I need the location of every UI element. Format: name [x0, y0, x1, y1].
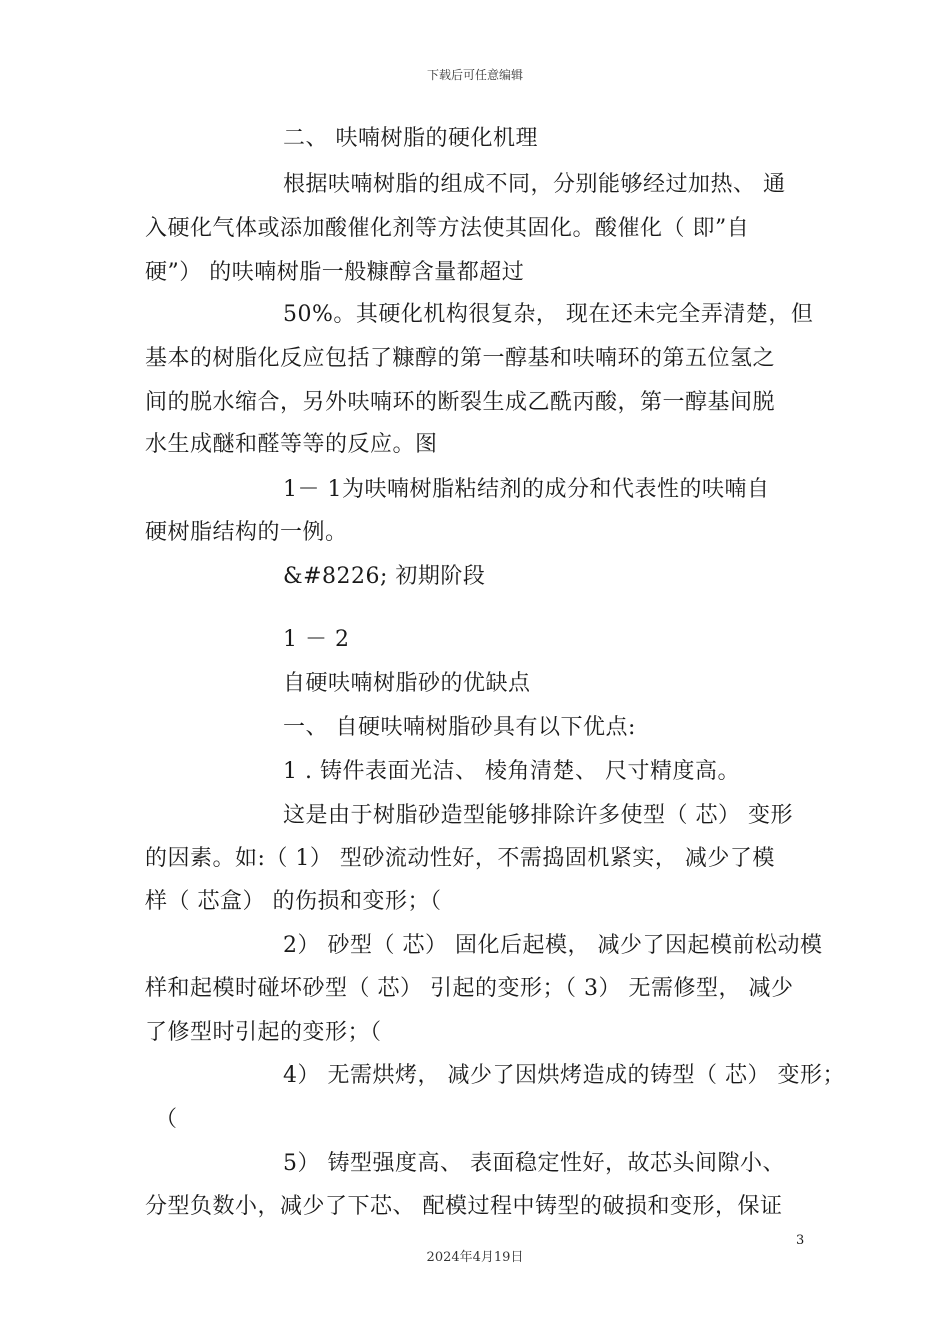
section-heading: 自硬呋喃树脂砂的优缺点: [283, 671, 531, 696]
text-line: 根据呋喃树脂的组成不同，分别能够经过加热、 通: [283, 172, 786, 197]
text-line: 硬”） 的呋喃树脂一般糠醇含量都超过: [145, 260, 525, 285]
text-line: 1－ 1为呋喃树脂粘结剂的成分和代表性的呋喃自: [283, 477, 770, 502]
text-line: 二、 呋喃树脂的硬化机理: [283, 126, 538, 151]
text-line: &#8226; 初期阶段: [283, 564, 486, 589]
page-number: 3: [796, 1233, 805, 1248]
text-line: 分型负数小，减少了下芯、 配模过程中铸型的破损和变形，保证: [145, 1194, 783, 1219]
text-line: 4） 无需烘烤， 减少了因烘烤造成的铸型（ 芯） 变形；: [283, 1063, 845, 1088]
text-line: 这是由于树脂砂造型能够排除许多使型（ 芯） 变形: [283, 803, 793, 828]
text-line: 间的脱水缩合，另外呋喃环的断裂生成乙酰丙酸，第一醇基间脱: [145, 390, 776, 415]
text-line: 水生成醚和醛等等的反应。图: [145, 432, 438, 457]
page-footer-date: 2024年4月19日: [426, 1250, 524, 1265]
text-line: 基本的树脂化反应包括了糠醇的第一醇基和呋喃环的第五位氢之: [145, 346, 776, 371]
text-line: 一、 自硬呋喃树脂砂具有以下优点:: [283, 715, 636, 740]
text-line: 入硬化气体或添加酸催化剂等方法使其固化。酸催化（ 即”自: [145, 216, 750, 241]
text-line: 的因素。如:（ 1） 型砂流动性好，不需捣固机紧实， 减少了模: [145, 846, 775, 871]
text-line: 样（ 芯盒） 的伤损和变形；（: [145, 889, 442, 914]
text-line: （: [155, 1107, 178, 1132]
text-line: 1 － 2: [283, 627, 350, 652]
text-line: 2） 砂型（ 芯） 固化后起模， 减少了因起模前松动模: [283, 933, 823, 958]
page-header: 下载后可任意编辑: [426, 68, 523, 82]
text-line: 1 . 铸件表面光洁、 棱角清楚、 尺寸精度高。: [283, 759, 740, 784]
text-line: 5） 铸型强度高、 表面稳定性好，故芯头间隙小、: [283, 1151, 785, 1176]
text-line: 50%。其硬化机构很复杂， 现在还未完全弄清楚，但: [283, 302, 814, 327]
text-line: 了修型时引起的变形；（: [145, 1020, 382, 1045]
text-line: 样和起模时碰坏砂型（ 芯） 引起的变形；（ 3） 无需修型， 减少: [145, 976, 794, 1001]
text-line: 硬树脂结构的一例。: [145, 520, 348, 545]
